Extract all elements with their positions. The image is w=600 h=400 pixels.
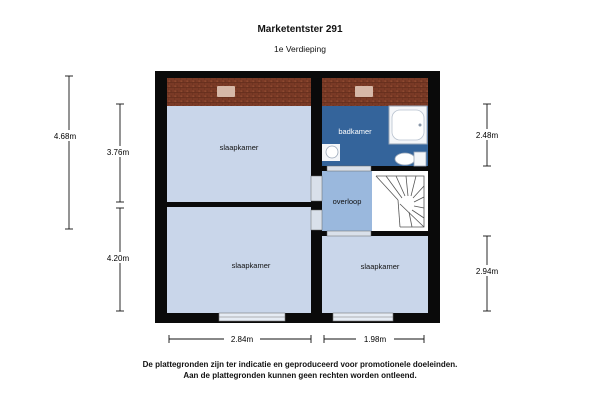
- disclaimer-line-1: De plattegronden zijn ter indicatie en geproduceerd voor promotionele doeleinden.: [142, 360, 458, 369]
- door-bathroom: [327, 166, 371, 171]
- dimension-label-left-lower: 4.20m: [106, 254, 130, 263]
- roof-tiles-left: [167, 78, 311, 106]
- dimension-label-right-upper: 2.48m: [475, 131, 499, 140]
- dimension-label-right-lower: 2.94m: [475, 267, 499, 276]
- toilet-icon: [395, 152, 426, 166]
- dimension-left-total: [65, 76, 73, 229]
- door-left: [311, 176, 322, 201]
- room-label-bedroom-bottom-left: slaapkamer: [231, 261, 271, 270]
- door-bedroom-right: [327, 231, 371, 236]
- door-left-lower: [311, 210, 322, 230]
- room-label-bedroom-top-left: slaapkamer: [219, 143, 259, 152]
- room-bedroom-top-left: [167, 106, 311, 202]
- room-label-bathroom: badkamer: [338, 127, 372, 136]
- sink-icon: [322, 144, 340, 161]
- roof-tiles-right: [322, 78, 428, 106]
- disclaimer-line-2: Aan de plattegronden kunnen geen rechten worden ontleend.: [183, 371, 417, 380]
- floor-label: 1e Verdieping: [274, 44, 326, 54]
- skylight-icon: [355, 86, 373, 97]
- dimension-label-left-total: 4.68m: [53, 132, 77, 141]
- floorplan-title: Marketentster 291: [257, 24, 343, 35]
- dimension-label-bottom-left: 2.84m: [230, 335, 254, 344]
- room-label-landing: overloop: [332, 197, 362, 206]
- room-bedroom-bottom-right: [322, 236, 428, 313]
- skylight-icon: [217, 86, 235, 97]
- room-label-bedroom-bottom-right: slaapkamer: [360, 262, 400, 271]
- room-bedroom-bottom-left: [167, 207, 311, 313]
- bathtub-icon: [389, 106, 427, 144]
- dimension-label-bottom-right: 1.98m: [363, 335, 387, 344]
- dimension-label-left-upper: 3.76m: [106, 148, 130, 157]
